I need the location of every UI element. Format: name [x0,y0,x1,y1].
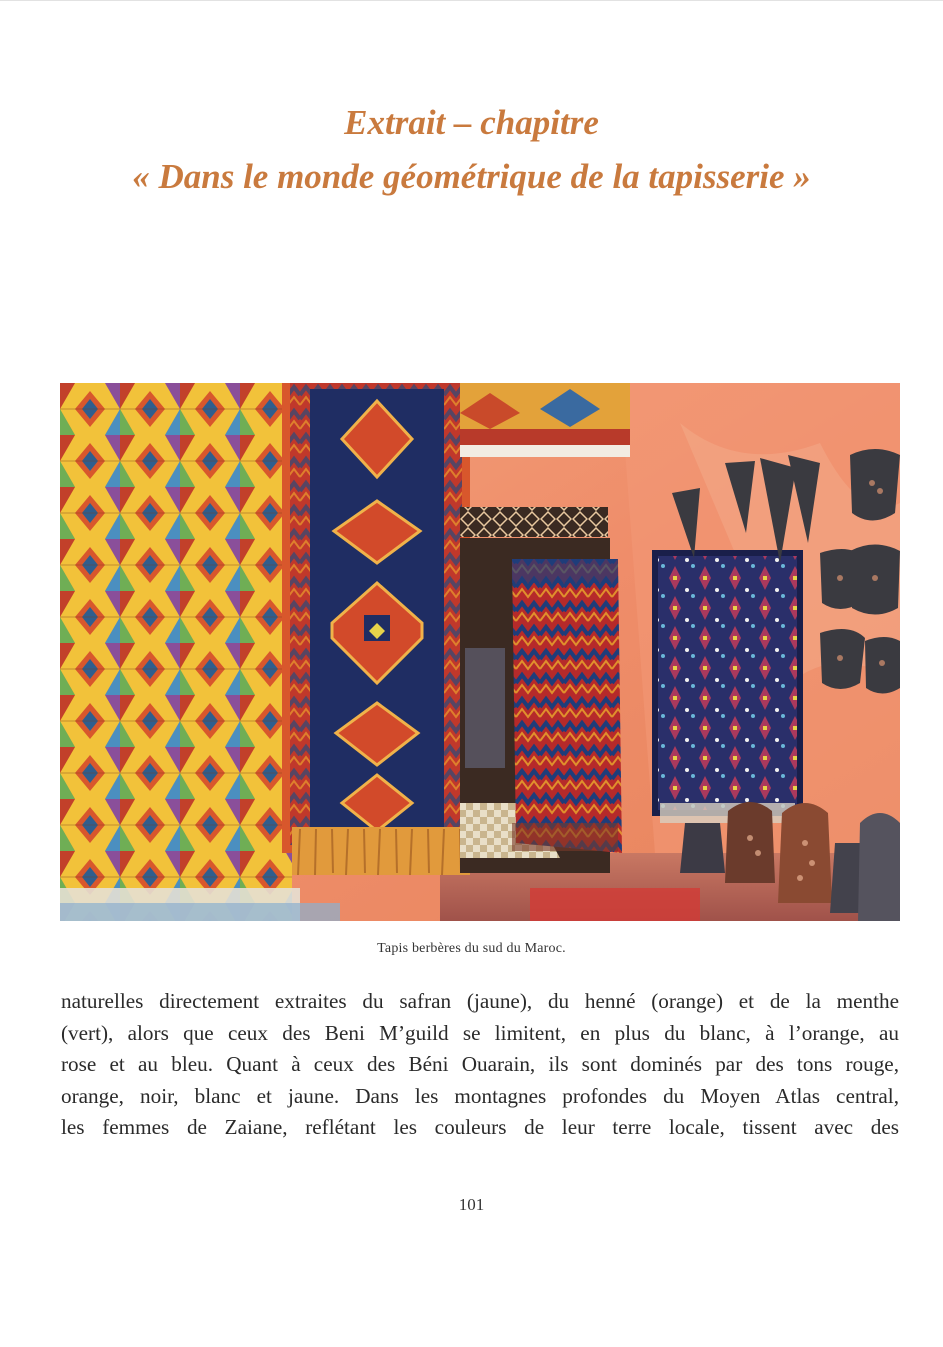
title-line-2: « Dans le monde géométrique de la tapisserie » [132,157,811,196]
body-line: rose et au bleu. Quant à ceux des Béni Ouarain, ils sont dominés par des tons rouge, [61,1052,899,1077]
body-line: orange, noir, blanc et jaune. Dans les montagnes profondes du Moyen Atlas central, [61,1083,899,1108]
top-border [0,0,943,1]
body-line: (vert), alors que ceux des Beni M’guild se limitent, en plus du blanc, à l’orange, au [61,1020,899,1045]
photo-caption: Tapis berbères du sud du Maroc. [377,941,566,956]
chapter-title [0,96,943,204]
body-paragraph [61,986,899,1144]
page-number: 101 [458,1195,485,1214]
moroccan-rugs-photo [60,383,900,921]
body-line: les femmes de Zaiane, reflétant les couleurs de leur terre locale, tissent avec des [61,1115,899,1140]
title-line-1: Extrait – chapitre [344,103,599,142]
body-line: naturelles directement extraites du safran (jaune), du henné (orange) et de la menthe [61,989,899,1013]
